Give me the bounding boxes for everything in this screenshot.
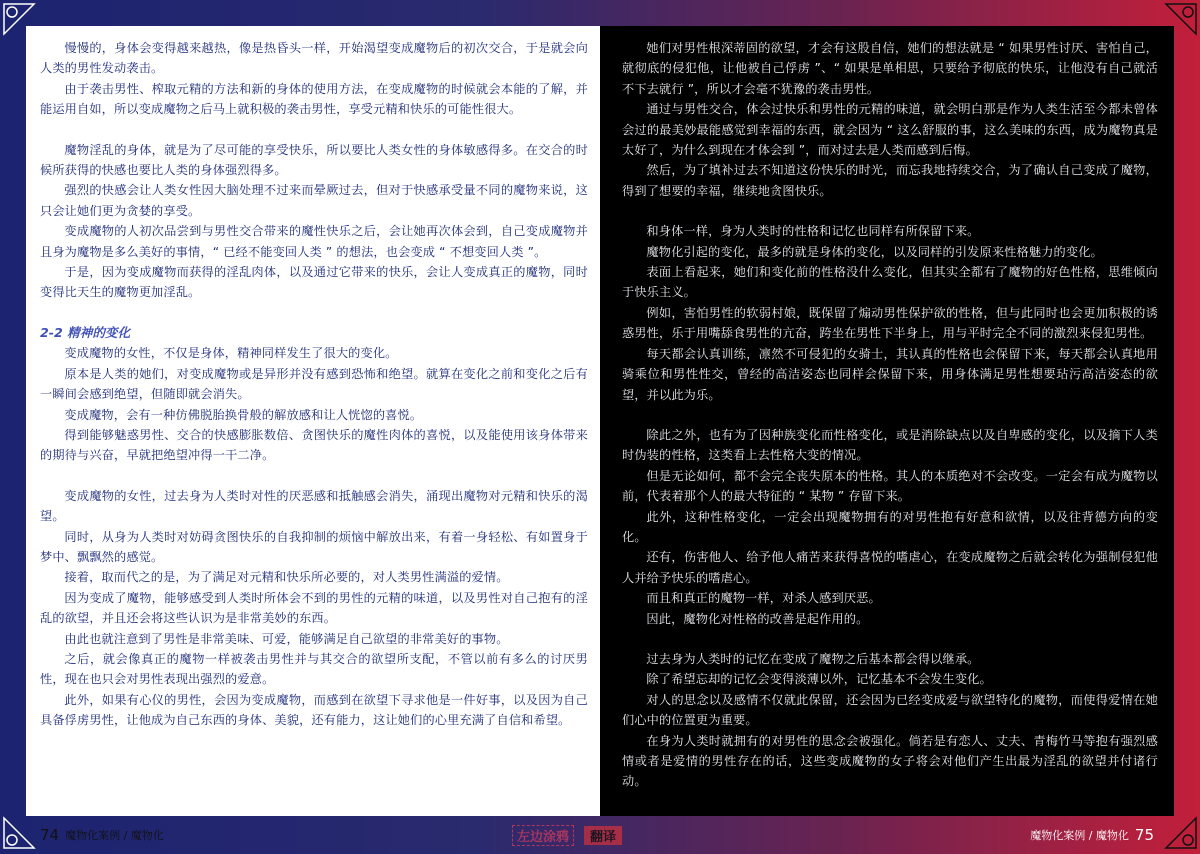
- paragraph-spacer: [40, 466, 588, 486]
- body-paragraph: 魔物化引起的变化，最多的就是身体的变化，以及同样的引发原来性格魅力的变化。: [646, 244, 1103, 259]
- body-paragraph: 此外，这种性格变化，一定会出现魔物拥有的对男性抱有好意和欲情，以及往背德方向的变化。: [622, 509, 1158, 544]
- body-paragraph: 除此之外，也有为了因种族变化而性格变化，或是消除缺点以及自卑感的变化，以及摘下人类时伪装的性格，这类看上去性格大变的情况。: [622, 427, 1158, 463]
- section-heading: 2-2 精神的变化: [40, 324, 131, 340]
- body-paragraph: 对人的思念以及感情不仅就此保留，还会因为已经变成爱与欲望特化的魔物，而使得爱情在她们心中的位置更为重要。: [622, 692, 1158, 728]
- left-page-footer: [40, 818, 164, 852]
- scanlation-watermark: [512, 824, 622, 846]
- corner-ornament-icon: [2, 816, 36, 850]
- body-paragraph: 变成魔物的女性，不仅是身体，精神同样发生了很大的变化。: [64, 346, 398, 361]
- page-number: 74: [40, 826, 60, 844]
- body-paragraph: 原本是人类的她们，对变成魔物或是异形并没有感到恐怖和绝望。就算在变化之前和变化之后有一瞬间会感到绝望，但随即就会消失。: [40, 366, 588, 402]
- body-paragraph: 因此，魔物化对性格的改善是起作用的。: [646, 611, 869, 626]
- body-paragraph: 于是，因为变成魔物而获得的淫乱肉体，以及通过它带来的快乐，会让人变成真正的魔物，同时变得比天生的魔物更加淫乱。: [40, 265, 588, 300]
- body-paragraph: 由于袭击男性、榨取元精的方法和新的身体的使用方法，在变成魔物的时候就会本能的了解，并能运用自如，所以变成魔物之后马上就积极的袭击男性，享受元精和快乐的可能性很大。: [40, 81, 588, 117]
- body-paragraph: 得到能够魅惑男性、交合的快感膨胀数倍、贪图快乐的魔性肉体的喜悦，以及能使用该身体带来的期待与兴奋，早就把绝望冲得一干二净。: [40, 427, 588, 463]
- body-paragraph: 慢慢的，身体会变得越来越热，像是热昏头一样，开始渴望变成魔物后的初次交合，于是就会向人类的男性发动袭击。: [40, 41, 588, 76]
- body-paragraph: 例如，害怕男性的软弱村娘，既保留了煽动男性保护欲的性格，但与此同时也会更加积极的诱惑男性，乐于用嘴舔食男性的亢奋，跨坐在男性下半身上，用与平时完全不同的激烈来侵犯男性。: [622, 305, 1158, 341]
- body-paragraph: 和身体一样，身为人类时的性格和记忆也同样有所保留下来。: [646, 224, 980, 239]
- body-paragraph: 强烈的快感会让人类女性因大脑处理不过来而晕厥过去，但对于快感承受量不同的魔物来说，这只会让她们更为贪婪的享受。: [40, 183, 588, 218]
- section-title: 魔物化案例 / 魔物化: [65, 829, 164, 842]
- body-paragraph: 因为变成了魔物，能够感受到人类时所体会不到的男性的元精的味道，以及男性对自己抱有的淫乱的欲望，并且还会将这些认识为是非常美妙的东西。: [40, 590, 588, 626]
- watermark-right-text: 翻译: [584, 826, 622, 845]
- right-page-footer: [1030, 818, 1154, 852]
- body-paragraph: 还有，伤害他人、给予他人痛苦来获得喜悦的嗜虐心，在变成魔物之后就会转化为强制侵犯他人并给予快乐的嗜虐心。: [622, 550, 1158, 585]
- right-page-body: [622, 38, 1158, 808]
- paragraph-spacer: [622, 629, 1158, 649]
- body-paragraph: 除了希望忘却的记忆会变得淡薄以外，记忆基本不会发生变化。: [646, 672, 992, 687]
- body-paragraph: 由此也就注意到了男性是非常美味、可爱，能够满足自己欲望的非常美好的事物。: [64, 631, 509, 646]
- paragraph-spacer: [622, 405, 1158, 425]
- corner-ornament-icon: [2, 2, 36, 36]
- body-paragraph: 过去身为人类时的记忆在变成了魔物之后基本都会得以继承。: [646, 651, 980, 666]
- body-paragraph: 魔物淫乱的身体，就是为了尽可能的享受快乐，所以要比人类女性的身体敏感得多。在交合的时候所获得的快感也要比人类的身体强烈得多。: [40, 142, 588, 178]
- right-page: [600, 26, 1174, 816]
- corner-ornament-icon: [1164, 816, 1198, 850]
- body-paragraph: 接着，取而代之的是，为了满足对元精和快乐所必要的，对人类男性满溢的爱情。: [64, 570, 509, 585]
- paragraph-spacer: [40, 303, 588, 323]
- watermark-left-text: 左边涂鸦: [512, 825, 574, 846]
- section-title: 魔物化案例 / 魔物化: [1030, 829, 1129, 842]
- paragraph-spacer: [622, 201, 1158, 221]
- body-paragraph: 在身为人类时就拥有的对男性的思念会被强化。倘若是有恋人、丈夫、青梅竹马等抱有强烈感情或者是爱情的男性存在的话，这些变成魔物的女子将会对他们产生出最为淫乱的欲望并付诸行动。: [622, 733, 1158, 789]
- body-paragraph: 通过与男性交合，体会过快乐和男性的元精的味道，就会明白那是作为人类生活至今都未曾体会过的最美妙最能感觉到幸福的东西，就会因为 “ 这么舒服的事，这么美味的东西，成为魔物真是太好了，为什么到现在才体会到 ”，而对过去是人类而感到后悔。: [622, 102, 1158, 158]
- left-page-body: [40, 38, 588, 808]
- body-paragraph: 变成魔物，会有一种仿佛脱胎换骨般的解放感和让人恍惚的喜悦。: [64, 407, 423, 422]
- body-paragraph: 但是无论如何，都不会完全丧失原本的性格。其人的本质绝对不会改变。一定会有成为魔物以前，代表着那个人的最大特征的 “ 某物 ” 存留下来。: [622, 468, 1158, 504]
- body-paragraph: 然后，为了填补过去不知道这份快乐的时光，而忘我地持续交合，为了确认自己变成了魔物，得到了想要的幸福，继续地贪图快乐。: [622, 163, 1158, 198]
- body-paragraph: 此外，如果有心仪的男性，会因为变成魔物，而感到在欲望下寻求他是一件好事，以及因为自己具备俘虏男性，让他成为自己东西的身体、美貌，还有能力，这让她们的心里充满了自信和希望。: [40, 692, 588, 728]
- body-paragraph: 变成魔物的人初次品尝到与男性交合带来的魔性快乐之后，会让她再次体会到，自己变成魔物并且身为魔物是多么美好的事情，“ 已经不能变回人类 ” 的想法，也会变成 “ 不想变回人类 ”。: [40, 224, 588, 259]
- body-paragraph: 之后，就会像真正的魔物一样被袭击男性并与其交合的欲望所支配，不管以前有多么的讨厌男性，现在也只会对男性表现出强烈的爱意。: [40, 651, 588, 687]
- body-paragraph: 变成魔物的女性，过去身为人类时对性的厌恶感和抵触感会消失，涌现出魔物对元精和快乐的渴望。: [40, 488, 588, 524]
- body-paragraph: 而且和真正的魔物一样，对杀人感到厌恶。: [646, 591, 881, 606]
- left-page: [26, 26, 600, 816]
- body-paragraph: 她们对男性根深蒂固的欲望，才会有这股自信，她们的想法就是 “ 如果男性讨厌、害怕自己，就彻底的侵犯他，让他被自己俘虏 ”、“ 如果是单相思，只要给予彻底的快乐，让他没有自己就活不下去就行 ”，所以才会毫不犹豫的袭击男性。: [622, 41, 1158, 96]
- body-paragraph: 表面上看起来，她们和变化前的性格没什么变化，但其实全都有了魔物的好色性格，思维倾向于快乐主义。: [622, 265, 1158, 300]
- body-paragraph: 每天都会认真训练，凛然不可侵犯的女骑士，其认真的性格也会保留下来，每天都会认真地用骑乘位和男性性交，曾经的高洁姿态也同样会保留下来，用身体满足男性想要玷污高洁姿态的欲望，并以此为乐。: [622, 346, 1158, 402]
- corner-ornament-icon: [1164, 2, 1198, 36]
- page-number: 75: [1134, 826, 1154, 844]
- paragraph-spacer: [40, 120, 588, 140]
- body-paragraph: 同时，从身为人类时对妨碍贪图快乐的自我抑制的烦恼中解放出来，有着一身轻松、有如置身于梦中、飘飘然的感觉。: [40, 529, 588, 564]
